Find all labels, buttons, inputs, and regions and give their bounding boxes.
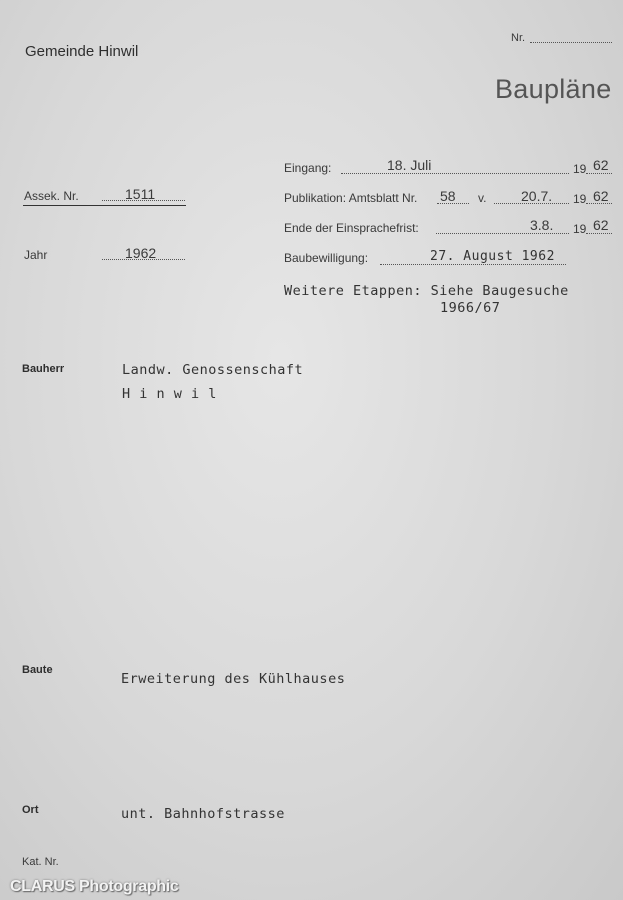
einsprache-label: Ende der Einsprachefrist:	[284, 221, 419, 235]
eingang-value: 18. Juli	[387, 157, 432, 173]
eingang-dotted-line	[341, 173, 569, 174]
municipality-label: Gemeinde Hinwil	[25, 43, 139, 60]
einsprache-year-prefix: 19	[573, 222, 587, 236]
einsprache-year-suffix: 62	[593, 217, 609, 233]
ort-label: Ort	[22, 804, 39, 816]
bauherr-line-2: H i n w i l	[122, 386, 217, 402]
baute-value: Erweiterung des Kühlhauses	[121, 671, 346, 687]
eingang-year-suffix: 62	[593, 157, 609, 173]
eingang-label: Eingang:	[284, 161, 332, 175]
einsprache-date-value: 3.8.	[530, 217, 554, 233]
etappen-line-2: 1966/67	[440, 300, 501, 316]
jahr-label: Jahr	[24, 248, 48, 262]
eingang-year-prefix: 19	[573, 162, 587, 176]
assek-underline	[23, 205, 186, 206]
eingang-year-dotted-line	[586, 173, 612, 174]
document-title: Baupläne	[495, 74, 612, 104]
nr-dotted-line	[530, 42, 612, 43]
publikation-year-prefix: 19	[573, 192, 587, 206]
baubewilligung-dotted-line	[380, 264, 566, 265]
publikation-date-value: 20.7.	[521, 188, 553, 204]
assek-value: 1511	[125, 186, 156, 202]
etappen-line-1: Weitere Etappen: Siehe Baugesuche	[284, 283, 569, 299]
katnr-label: Kat. Nr.	[22, 856, 59, 868]
publikation-nr-value: 58	[440, 188, 456, 204]
bauherr-line-1: Landw. Genossenschaft	[122, 362, 304, 378]
baubewilligung-label: Baubewilligung:	[284, 251, 369, 265]
publikation-label: Publikation: Amtsblatt Nr.	[284, 191, 418, 205]
publikation-year-suffix: 62	[593, 188, 609, 204]
baute-label: Baute	[22, 664, 53, 676]
publikation-v-label: v.	[478, 191, 487, 205]
bauherr-label: Bauherr	[22, 363, 65, 375]
photographer-watermark: CLARUS Photographic	[10, 878, 179, 895]
einsprache-dotted-line	[436, 233, 569, 234]
nr-label: Nr.	[511, 32, 526, 44]
assek-label: Assek. Nr.	[24, 189, 79, 203]
baubewilligung-value: 27. August 1962	[430, 249, 555, 264]
ort-value: unt. Bahnhofstrasse	[121, 806, 285, 822]
einsprache-year-dotted-line	[586, 233, 612, 234]
jahr-value: 1962	[125, 245, 157, 261]
